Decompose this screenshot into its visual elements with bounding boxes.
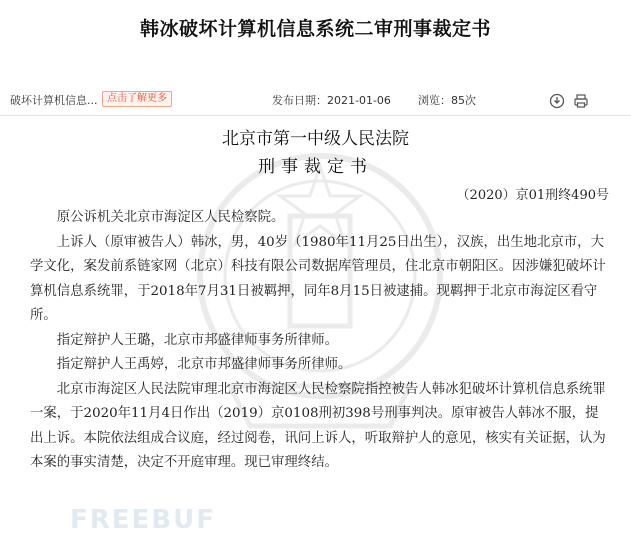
publish-date: 发布日期：2021-01-06 bbox=[272, 94, 391, 107]
court-name: 北京市第一中级人民法院 bbox=[222, 129, 409, 149]
paragraph: 北京市海淀区人民法院审理北京市海淀区人民检察院指控被告人韩冰犯破坏计算机信息系统罪一案，于2020年11月4日作出（2019）京0108刑初398号刑事判决。原审被告人韩冰不服，提出上诉。本院依法组成合议庭，经过阅卷，讯问上诉人，听取辩护人的意见，核实有关证据，认为本案的事实清楚，决定不开庭审理。现已审理终结。 bbox=[30, 381, 606, 470]
print-icon[interactable] bbox=[573, 93, 589, 109]
download-icon[interactable] bbox=[549, 93, 565, 109]
meta-bar bbox=[0, 88, 631, 114]
paragraph: 指定辩护人王璐，北京市邦盛律师事务所律师。 bbox=[56, 332, 338, 348]
document-type: 刑事裁定书 bbox=[258, 157, 373, 177]
view-count: 浏览：85次 bbox=[418, 94, 476, 107]
watermark: FREEBUF bbox=[70, 505, 216, 534]
document-body bbox=[0, 116, 631, 534]
case-number: （2020）京01刑终490号 bbox=[456, 188, 609, 203]
paragraph: 指定辩护人王禹婷，北京市邦盛律师事务所律师。 bbox=[56, 357, 352, 372]
breadcrumb[interactable]: 破坏计算机信息... bbox=[10, 94, 98, 107]
page-title: 韩冰破坏计算机信息系统二审刑事裁定书 bbox=[139, 18, 491, 40]
learn-more-button[interactable]: 点击了解更多 bbox=[102, 91, 172, 107]
paragraph: 上诉人（原审被告人）韩冰，男，40岁（1980年11月25日出生），汉族，出生地北京市，大学文化，案发前系链家网（北京）科技有限公司数据库管理员，住北京市朝阳区。因涉嫌犯破坏计算机信息系统罪，于2018年7月31日被羁押，同年8月15日被逮捕。现羁押于北京市海淀区看守所。 bbox=[30, 234, 606, 323]
paragraph: 原公诉机关北京市海淀区人民检察院。 bbox=[56, 210, 285, 225]
document-text bbox=[30, 206, 610, 476]
